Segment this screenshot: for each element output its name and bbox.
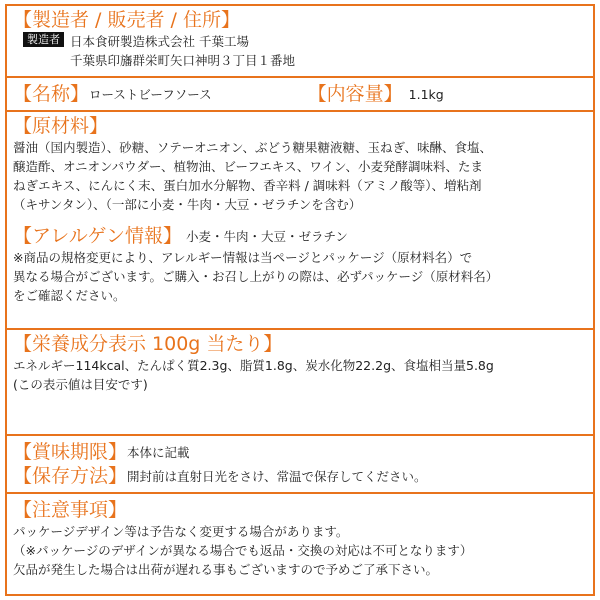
expiry-row [13,440,587,464]
maker-company: 日本食研製造株式会社 千葉工場 [70,34,249,49]
nutrition-section [7,330,593,436]
nutrition-heading: 【栄養成分表示 100g 当たり】 [13,333,283,355]
label-sheet [5,4,595,596]
nutrition-line: エネルギー114kcal、たんぱく質2.3g、脂質1.8g、炭水化物22.2g、食塩相当量5.8g [13,358,494,373]
allergy-note-line: ※商品の規格変更により、アレルギー情報は当ページとパッケージ（原材料名）で [13,250,473,265]
ingredients-line: （キサンタン）、（一部に小麦・牛肉・大豆・ゼラチンを含む） [13,197,362,212]
storage-row [13,464,587,488]
expiry-label: 【賞味期限】 [13,441,128,463]
ingredients-line: 醸造酢、オニオンパウダー、植物油、ビーフエキス、ワイン、小麦発酵調味料、たま [13,159,484,174]
notes-heading: 【注意事項】 [13,499,128,521]
allergy-note-line: 異なる場合がございます。ご購入・お召し上がりの際は、必ずパッケージ（原材料名） [13,269,499,284]
ingredients-line: 醤油（国内製造）、砂糖、ソテーオニオン、ぶどう糖果糖液糖、玉ねぎ、味醂、食塩、 [13,140,493,155]
storage-label: 【保存方法】 [13,465,128,487]
notes-line: 欠品が発生した場合は出荷が遅れる事もございますので予めご了承下さい。 [13,562,439,577]
allergy-note-line: をご確認ください。 [13,288,126,303]
name-value: ローストビーフソース [89,86,212,102]
ingredients-section [7,112,593,330]
storage-value: 開封前は直射日光をさけ、常温で保存してください。 [127,468,427,484]
notes-line: パッケージデザイン等は予告なく変更する場合があります。 [13,524,349,539]
allergy-heading: 【アレルゲン情報】 [13,225,183,247]
ingredients-heading: 【原材料】 [13,115,109,137]
expiry-value: 本体に記載 [127,444,190,460]
maker-section [7,6,593,78]
name-quantity-section [7,78,593,112]
allergy-value: 小麦・牛肉・大豆・ゼラチン [186,228,348,244]
ingredients-line: ねぎエキス、にんにく末、蛋白加水分解物、香辛料 / 調味料（アミノ酸等）、増粘剤 [13,178,482,193]
maker-badge: 製造者 [23,32,64,47]
name-label: 【名称】 [13,83,90,105]
maker-row [23,32,587,70]
maker-info [70,32,295,70]
notes-section [7,494,593,594]
quantity-value: 1.1kg [408,86,444,102]
expiry-storage-section [7,436,593,494]
nutrition-line: (この表示値は目安です) [13,377,148,392]
allergy-row [13,224,587,248]
maker-heading: 【製造者 / 販売者 / 住所】 [13,9,240,31]
quantity-label: 【内容量】 [307,83,403,105]
maker-address: 千葉県印旛群栄町矢口神明３丁目１番地 [70,53,296,68]
notes-line: （※パッケージのデザインが異なる場合でも返品・交換の対応は不可となります） [13,543,473,558]
